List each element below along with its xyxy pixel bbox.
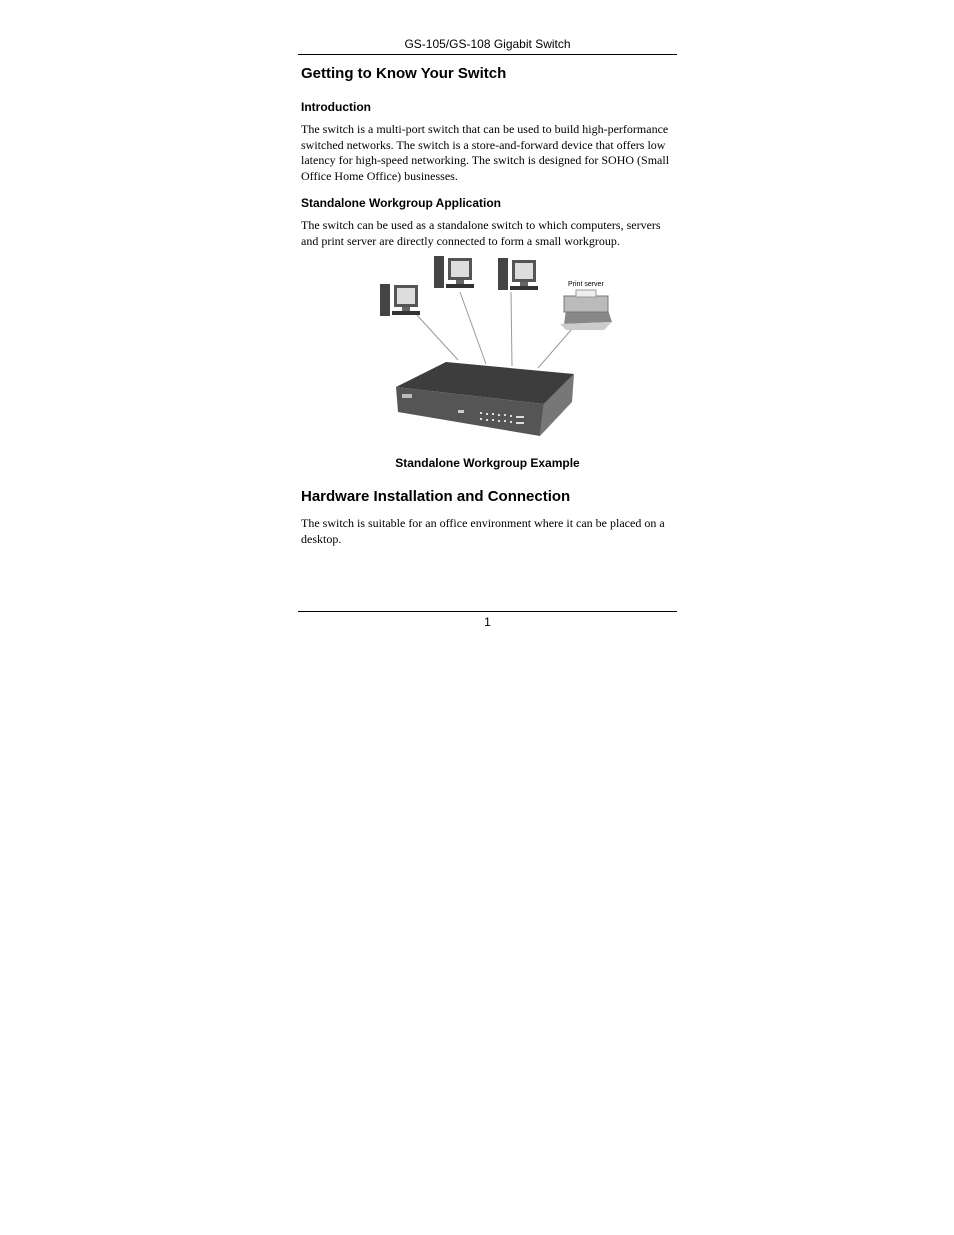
print-server-label: Print server xyxy=(568,281,604,288)
footer-divider xyxy=(298,611,677,612)
figure-caption: Standalone Workgroup Example xyxy=(395,456,580,470)
computer-icon xyxy=(434,256,474,288)
subheading-introduction: Introduction xyxy=(301,100,371,114)
workgroup-figure xyxy=(368,252,618,442)
page-number: 1 xyxy=(484,615,491,629)
running-header: GS-105/GS-108 Gigabit Switch xyxy=(404,37,571,51)
computer-icon xyxy=(498,258,538,290)
computer-icon xyxy=(380,284,420,316)
section-title-hardware-installation: Hardware Installation and Connection xyxy=(301,488,571,505)
standalone-paragraph: The switch can be used as a standalone switch to which computers, servers and print server are directly connected to form a small workgroup. xyxy=(301,218,661,248)
header-divider xyxy=(298,54,677,55)
section-title-getting-to-know: Getting to Know Your Switch xyxy=(301,65,507,82)
printer-icon xyxy=(560,290,612,330)
connection-line xyxy=(460,292,486,364)
switch-device-icon xyxy=(396,362,574,436)
connection-line xyxy=(416,314,458,360)
subheading-standalone-workgroup: Standalone Workgroup Application xyxy=(301,196,502,210)
hardware-paragraph: The switch is suitable for an office environment where it can be placed on a desktop. xyxy=(301,516,665,546)
introduction-paragraph: The switch is a multi-port switch that can be used to build high-performance switched networks. The switch is a store-and-forward device that offers low latency for high-speed networking. The switch is designed for SOHO (Small Office Home Office) businesses. xyxy=(301,122,670,183)
connection-line xyxy=(511,292,512,366)
